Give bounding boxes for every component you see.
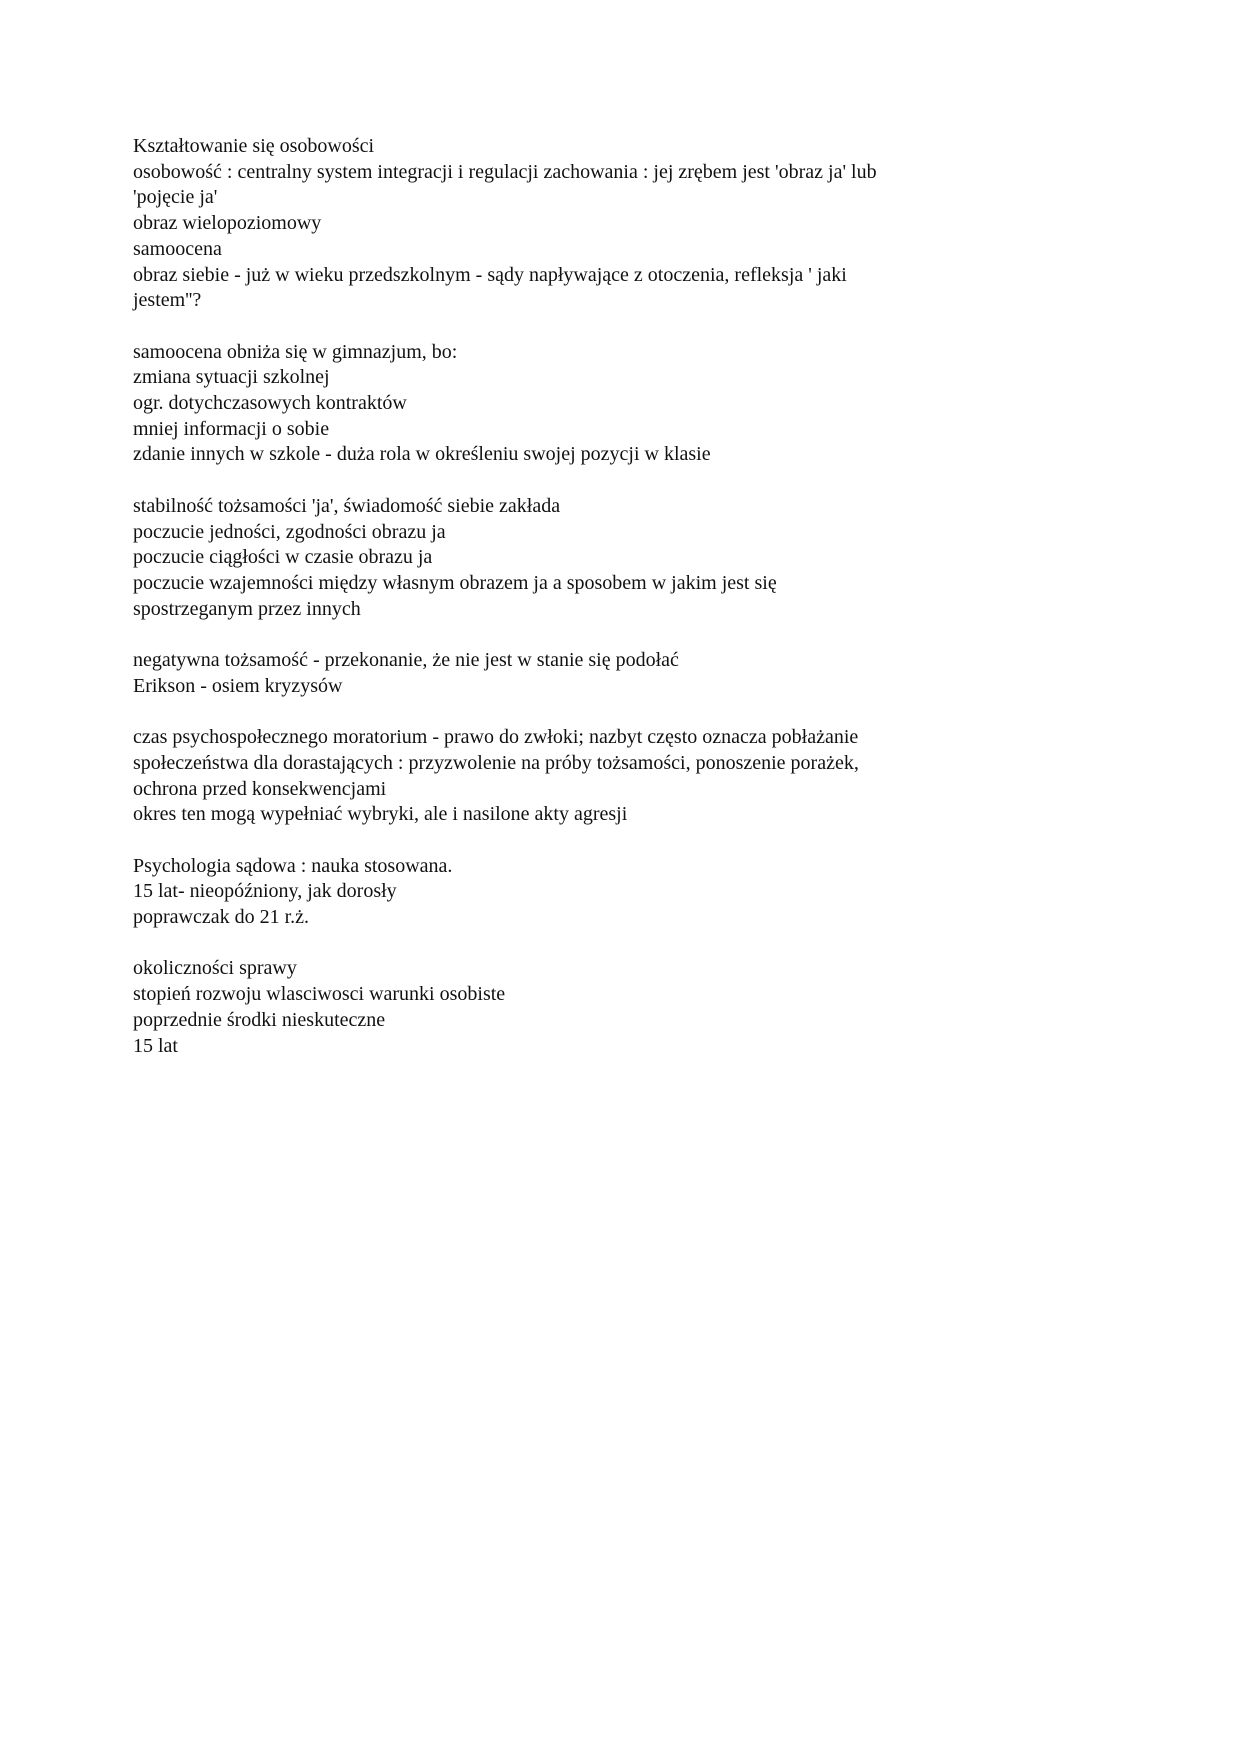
text-line: spostrzeganym przez innych: [133, 597, 361, 620]
text-line: Erikson - osiem kryzysów: [133, 674, 343, 697]
text-line: stopień rozwoju wlasciwosci warunki osobiste: [133, 983, 506, 1006]
text-line: obraz siebie - już w wieku przedszkolnym - sądy napływające z otoczenia, refleksja ' jaki: [133, 263, 847, 286]
text-line: stabilność tożsamości 'ja', świadomość siebie zakłada: [133, 494, 561, 517]
blank-line: [133, 931, 1133, 957]
text-line: ochrona przed konsekwencjami: [133, 777, 387, 800]
blank-line: [133, 314, 1133, 340]
text-line: poczucie wzajemności między własnym obrazem ja a sposobem w jakim jest się: [133, 571, 777, 594]
text-line: okoliczności sprawy: [133, 957, 297, 980]
text-line: samoocena: [133, 237, 222, 260]
text-line: jestem''?: [133, 289, 202, 312]
blank-line: [133, 622, 1133, 648]
document-title: Kształtowanie się osobowości: [133, 135, 375, 157]
text-line: społeczeństwa dla dorastających : przyzwolenie na próby tożsamości, ponoszenie porażek,: [133, 751, 859, 774]
text-line: Psychologia sądowa : nauka stosowana.: [133, 854, 453, 877]
text-line: samoocena obniża się w gimnazjum, bo:: [133, 340, 458, 363]
text-line: negatywna tożsamość - przekonanie, że nie jest w stanie się podołać: [133, 649, 679, 672]
blank-line: [133, 828, 1133, 854]
text-line: zdanie innych w szkole - duża rola w określeniu swojej pozycji w klasie: [133, 443, 711, 466]
text-line: poprawczak do 21 r.ż.: [133, 906, 310, 929]
text-line: 15 lat: [133, 1034, 178, 1057]
text-line: mniej informacji o sobie: [133, 417, 330, 440]
text-line: poprzednie środki nieskuteczne: [133, 1008, 386, 1031]
text-line: osobowość : centralny system integracji i regulacji zachowania : jej zrębem jest 'obraz ja' lub: [133, 160, 877, 183]
document-body: [133, 134, 1133, 1059]
text-line: 'pojęcie ja': [133, 186, 218, 209]
text-line: poczucie jedności, zgodności obrazu ja: [133, 520, 446, 543]
text-line: ogr. dotychczasowych kontraktów: [133, 392, 407, 415]
text-line: zmiana sytuacji szkolnej: [133, 366, 330, 389]
blank-line: [133, 699, 1133, 725]
text-line: czas psychospołecznego moratorium - prawo do zwłoki; nazbyt często oznacza pobłażanie: [133, 726, 859, 749]
text-line: okres ten mogą wypełniać wybryki, ale i nasilone akty agresji: [133, 803, 628, 826]
text-line: obraz wielopoziomowy: [133, 212, 322, 235]
text-line: 15 lat- nieopóźniony, jak dorosły: [133, 880, 397, 903]
blank-line: [133, 468, 1133, 494]
text-line: poczucie ciągłości w czasie obrazu ja: [133, 546, 433, 569]
